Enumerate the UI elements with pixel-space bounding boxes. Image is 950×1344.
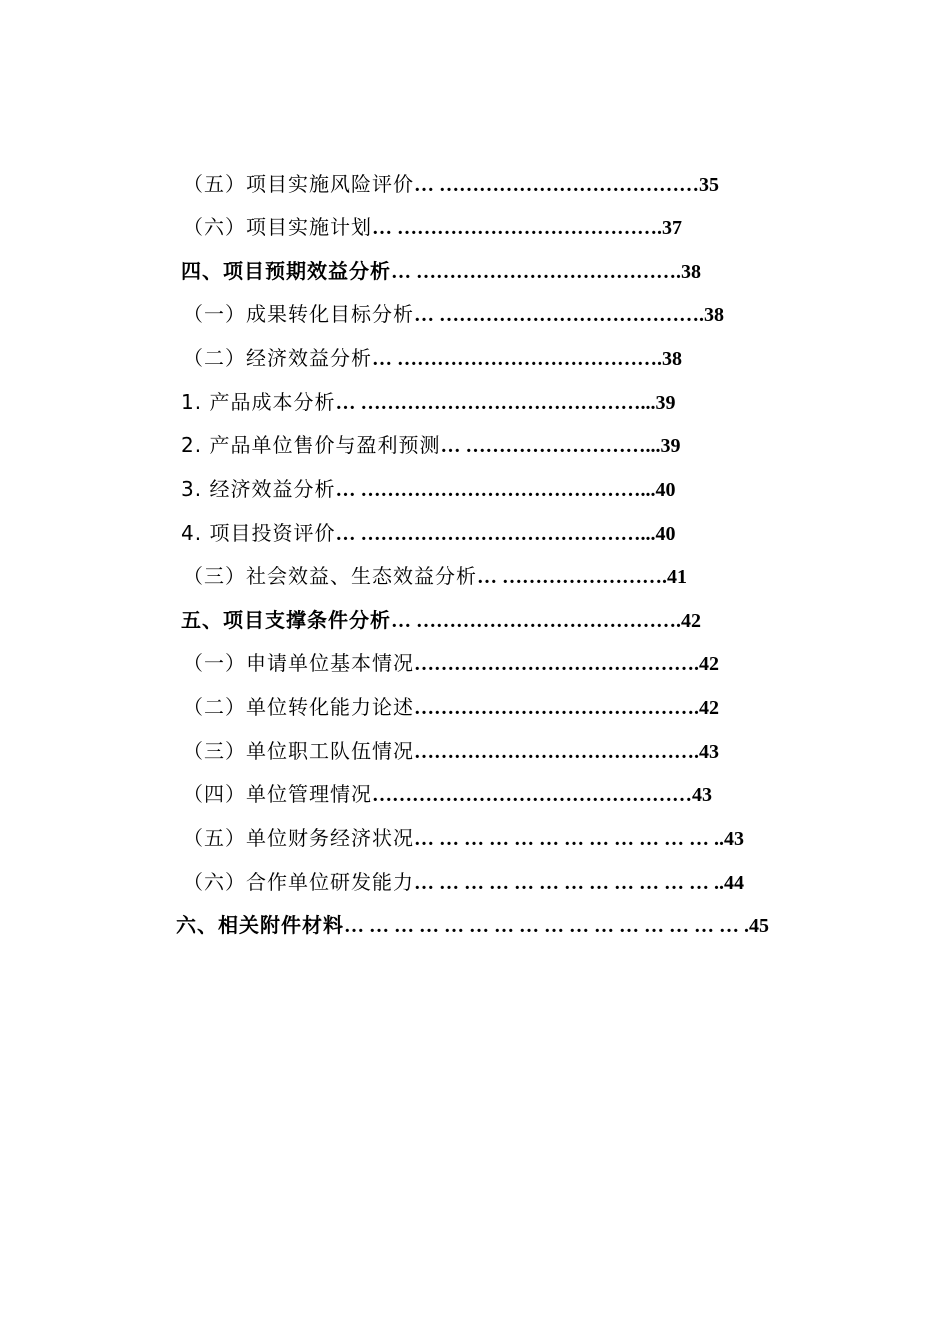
toc-entry-title: （六）合作单位研发能力 [183,870,414,894]
toc-entry-page: 39 [655,392,676,414]
toc-entry-leader: … ……………………………………... [335,523,656,545]
toc-entry [181,474,675,504]
toc-entry-page: 41 [667,566,687,588]
toc-entry [183,648,719,678]
toc-entry-title: 六、相关附件材料 [176,913,344,937]
toc-entry-title: （一）申请单位基本情况 [183,651,414,675]
toc-entry [183,823,744,853]
toc-entry-leader: ……………………………………. [414,653,699,675]
toc-entry-page: 37 [662,217,682,239]
toc-entry [183,169,719,199]
toc-entry-page: 43 [692,784,712,806]
toc-entry-page: 43 [699,741,719,763]
toc-entry-leader: … ………………………... [440,435,661,457]
toc-entry-leader: ……………………………………. [414,697,699,719]
toc-entry-leader: … … … … … … … … … … … … .. [414,828,724,850]
toc-entry-title: （五）项目实施风险评价 [183,172,414,196]
toc-entry-title: （五）单位财务经济状况 [183,826,414,850]
toc-entry-leader: … ……………………………………... [335,479,656,501]
toc-entry [181,387,675,417]
toc-entry-leader: … ……………………………………... [335,392,656,414]
toc-entry [183,779,712,809]
toc-entry [181,518,675,548]
toc-entry-title: （四）单位管理情况 [183,782,372,806]
toc-entry-title: （二）经济效益分析 [183,346,372,370]
toc-entry-title: （一）成果转化目标分析 [183,302,414,326]
toc-entry [183,867,744,897]
toc-entry-page: 42 [681,610,701,632]
toc-entry [181,605,701,635]
toc-entry-leader: … … … … … … … … … … … … .. [414,872,724,894]
toc-entry [176,910,769,940]
toc-entry-title: 2. 产品单位售价与盈利预测 [181,433,441,457]
toc-entry-leader: … ……………………. [477,566,667,588]
toc-entry-page: 44 [724,872,744,894]
toc-entry-leader: ………………………………………… [372,784,692,806]
toc-entry-title: （三）社会效益、生态效益分析 [183,564,477,588]
toc-entry-title: 五、项目支撑条件分析 [181,608,391,632]
toc-entry [183,561,687,591]
toc-entry [183,343,682,373]
toc-entry-title: （二）单位转化能力论述 [183,695,414,719]
toc-entry-page: 38 [662,348,682,370]
toc-entry [183,299,724,329]
toc-entry-leader: … … … … … … … … … … … … … … … … . [344,915,749,937]
toc-entry [183,692,719,722]
toc-entry-page: 40 [655,479,676,501]
toc-entry-page: 43 [724,828,744,850]
toc-entry-title: （六）项目实施计划 [183,215,372,239]
toc-entry [183,212,682,242]
toc-entry [181,256,701,286]
toc-entry-page: 38 [704,304,724,326]
toc-entry-title: 四、项目预期效益分析 [181,259,391,283]
toc-entry-leader: … …………………………………. [372,217,662,239]
toc-entry-page: 42 [699,653,719,675]
toc-entry-page: 39 [660,435,681,457]
toc-entry-title: 1. 产品成本分析 [181,390,336,414]
toc-entry-page: 45 [749,915,769,937]
toc-entry-page: 40 [655,523,676,545]
toc-entry-title: 4. 项目投资评价 [181,521,336,545]
toc-entry [181,430,680,460]
toc-entry [183,736,719,766]
toc-entry-page: 38 [681,261,701,283]
toc-entry-title: 3. 经济效益分析 [181,477,336,501]
toc-entry-title: （三）单位职工队伍情况 [183,739,414,763]
toc-entry-leader: … …………………………………. [414,304,704,326]
toc-entry-leader: … …………………………………. [391,261,681,283]
toc-entry-leader: … …………………………………. [391,610,681,632]
toc-entry-page: 35 [699,174,719,196]
toc-entry-page: 42 [699,697,719,719]
toc-entry-leader: … …………………………………. [372,348,662,370]
toc-entry-leader: … ………………………………… [414,174,699,196]
toc-entry-leader: ……………………………………. [414,741,699,763]
